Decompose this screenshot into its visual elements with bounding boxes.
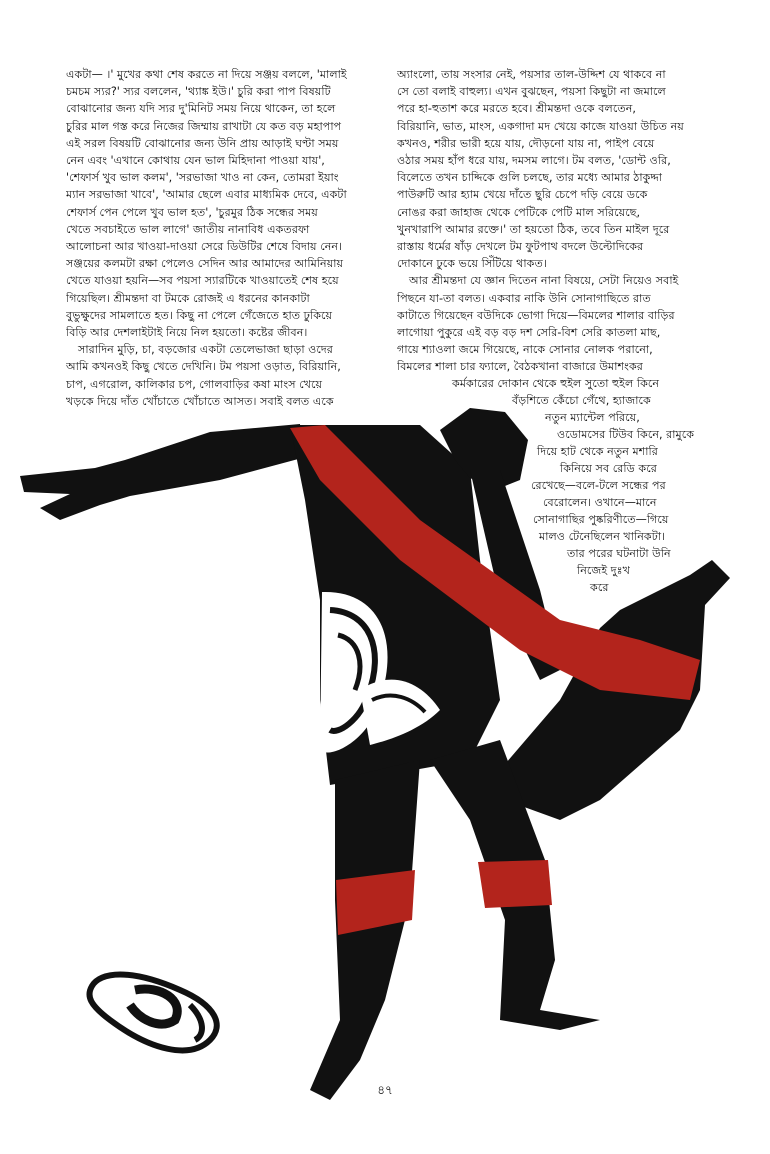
figure-arm bbox=[20, 424, 302, 520]
text-line: পরে হা-হুতাশ করে মরতে হবে। শ্রীমন্তদা ওকে বলতেন, bbox=[397, 102, 636, 116]
figure-leg-left bbox=[310, 760, 420, 1100]
text-line: বুভুক্ষুদের সামলাতে হত। কিছু না পেলে গেঁজেতে হাত ঢুকিয়ে bbox=[66, 308, 333, 322]
text-line: সে তো বলাই বাহুল্য। এখন বুঝছেন, পয়সা কিছুটা না জমালে bbox=[397, 85, 666, 99]
text-line: আলোচনা আর খাওয়া-দাওয়া সেরে ডিউটির শেষে বিদায় নেন। bbox=[66, 240, 343, 254]
text-line: সঞ্জয়ের কলমটা রক্ষা পেলেও সেদিন আর আমাদের আমিনিয়ায় bbox=[66, 257, 344, 271]
text-line: চাপ, এগরোল, কালিকার চপ, গোলবাড়ির কষা মাংস খেয়ে bbox=[66, 377, 323, 391]
shaped-text-line: তার পরের ঘটনাটা উনি bbox=[567, 547, 671, 560]
text-line: গায়ে শ্যাওলা জমে গিয়েছে, নাকে সোনার নোলক পরানো, bbox=[397, 343, 653, 357]
red-band-right bbox=[478, 860, 552, 908]
shaped-text-line: করে bbox=[590, 581, 609, 594]
text-line: খুনখারাপি আমার রক্তে।' তা হয়তো ঠিক, তবে তিন মাইল দূরে bbox=[397, 222, 670, 236]
text-line: রাস্তায় ধর্মের ষাঁড় দেখলে টম ফুটপাথ বদলে উল্টোদিকের bbox=[397, 240, 644, 254]
text-line: ওঠার সময় হাঁপ ধরে যায়, দমসম লাগে। টম বলত, 'ডোন্ট ওরি, bbox=[397, 154, 671, 168]
shaped-text-line: নিজেই দুঃখ bbox=[577, 564, 630, 577]
shaped-text-line: বেরোলেন। ওখানে—মানে bbox=[543, 496, 657, 509]
text-line: লাগোয়া পুকুরে এই বড় বড় দশ সেরি-বিশ সেরি কাতলা মাছ, bbox=[397, 326, 661, 340]
text-line: অ্যাংলো, তায় সংসার নেই, পয়সার তাল-উদ্দিশ যে থাকবে না bbox=[397, 68, 666, 81]
text-line: বিরিয়ানি, ভাত, মাংস, একগাদা মদ খেয়ে কাজে যাওয়া উচিত নয় bbox=[397, 119, 684, 133]
text-line: পিছনে যা-তা বলত। একবার নাকি উনি সোনাগাছিতে রাত bbox=[397, 291, 651, 305]
text-line: বিমলের শালা চার ফ্যালে, বৈঠকখানা বাজারে উমাশংকর bbox=[397, 360, 643, 374]
text-line: আমি কখনওই কিছু খেতে দেখিনি। টম পয়সা ওড়াত, বিরিয়ানি, bbox=[66, 360, 341, 374]
text-line: খেতে যাওয়া হয়নি—সব পয়সা স্যারটিকে খাওয়াতেই শেষ হয়ে bbox=[66, 274, 339, 288]
shaped-text-line: সোনাগাছির পুষ্করিণীতে—গিয়ে bbox=[533, 513, 669, 526]
text-line: খড়কে দিয়ে দাঁত খোঁচাতে খোঁচাতে আসত। সবাই বলত একে bbox=[66, 394, 334, 408]
text-line: নোঙর করা জাহাজ থেকে পেটিকে পেটি মাল সরিয়েছে, bbox=[397, 205, 641, 219]
text-line: কখনও, শরীর ভারী হয়ে যায়, দৌড়নো যায় না, পাইপ বেয়ে bbox=[397, 136, 655, 150]
shaped-text-line: ওডোমসের টিউব কিনে, রামুকে bbox=[557, 428, 695, 441]
text-line: কাটাতে গিয়েছেন বউদিকে ভোগা দিয়ে—বিমলের শালার বাড়ির bbox=[397, 308, 675, 322]
text-line: বিড়ি আর দেশলাইটাই নিয়ে নিল হয়তো। কষ্টের জীবন। bbox=[66, 326, 308, 340]
shaped-text-line: কিনিয়ে সব রেডি করে bbox=[560, 462, 657, 475]
shaped-text-line: মালও টেনেছিলেন খানিকটা। bbox=[539, 530, 666, 543]
text-line: সারাদিন মুড়ি, চা, বড়জোর একটা তেলেভাজা ছাড়া ওদের bbox=[78, 343, 333, 357]
text-line: ম্যান সরভাজা খাবে', 'আমার ছেলে এবার মাধ্যমিক দেবে, একটা bbox=[66, 188, 347, 202]
text-line: দোকানে ঢুকে ভয়ে সিঁটিয়ে থাকত। bbox=[397, 257, 547, 271]
text-line: গিয়েছিল। শ্রীমন্তদা বা টমকে রোজই এ ধরনের কানকাটা bbox=[66, 291, 310, 305]
text-line: এই সরল বিষয়টি বোঝানোর জন্য উনি প্রায় আড়াই ঘণ্টা সময় bbox=[66, 136, 339, 150]
shaped-text-line: নতুন ম্যান্টেল পরিয়ে, bbox=[545, 411, 640, 424]
text-line: বিলেতে তখন চাদ্দিকে গুলি চলছে, তার মধ্যে আমার ঠাকুদ্দা bbox=[397, 171, 663, 185]
text-line: চুরির মাল গস্ত করে নিজের জিম্মায় রাখাটা যে কত বড় মহাপাপ bbox=[66, 119, 342, 133]
right-text-column bbox=[397, 66, 725, 376]
text-line: শেফার্স পেন পেলে খুব ভাল হত', 'চুরমুর ঠিক সন্ধের সময় bbox=[66, 205, 318, 219]
text-line: নেন এবং 'এখানে কোথায় যেন ভাল মিহিদানা পাওয়া যায়', bbox=[66, 154, 325, 168]
shaped-text-line: রেখেছে—বলে-টলে সন্ধের পর bbox=[531, 479, 666, 492]
text-line: আর শ্রীমন্তদা যে জ্ঞান দিতেন নানা বিষয়ে, সেটা নিয়েও সবাই bbox=[409, 274, 679, 288]
shaped-text-line: দিয়ে হাট থেকে নতুন মশারি bbox=[537, 445, 658, 458]
page-number: ৪৭ bbox=[377, 1083, 393, 1097]
shaped-text-line: বঁড়শিতে কেঁচো গেঁথে, হ্যাজাকে bbox=[512, 394, 651, 407]
text-line: পাউরুটি আর হ্যাম খেয়ে দাঁতে ছুরি চেপে দড়ি বেয়ে ডকে bbox=[397, 188, 648, 202]
text-line: চমচম স্যর?' স্যর বললেন, 'থ্যাঙ্ক ইউ।' চুরি করা পাপ বিষয়টি bbox=[66, 85, 331, 99]
text-line: 'শেফার্স খুব ভাল কলম', 'সরভাজা খাও না কেন, তোমরা ইয়াং bbox=[66, 171, 339, 185]
text-line: বোঝানোর জন্য যদি স্যর দু'মিনিট সময় নিয়ে থাকেন, তা হলে bbox=[66, 102, 336, 116]
left-text-column bbox=[66, 66, 366, 410]
text-line: একটা— ।' মুখের কথা শেষ করতে না দিয়ে সঞ্জয় বললে, 'মালাই bbox=[66, 68, 347, 81]
shaped-text-line: কর্মকারের দোকান থেকে হুইল সুতো হুইল কিনে bbox=[452, 377, 660, 390]
text-line: খেতে সবচাইতে ভাল লাগে' জাতীয় নানাবিধ একতরফা bbox=[66, 222, 310, 236]
